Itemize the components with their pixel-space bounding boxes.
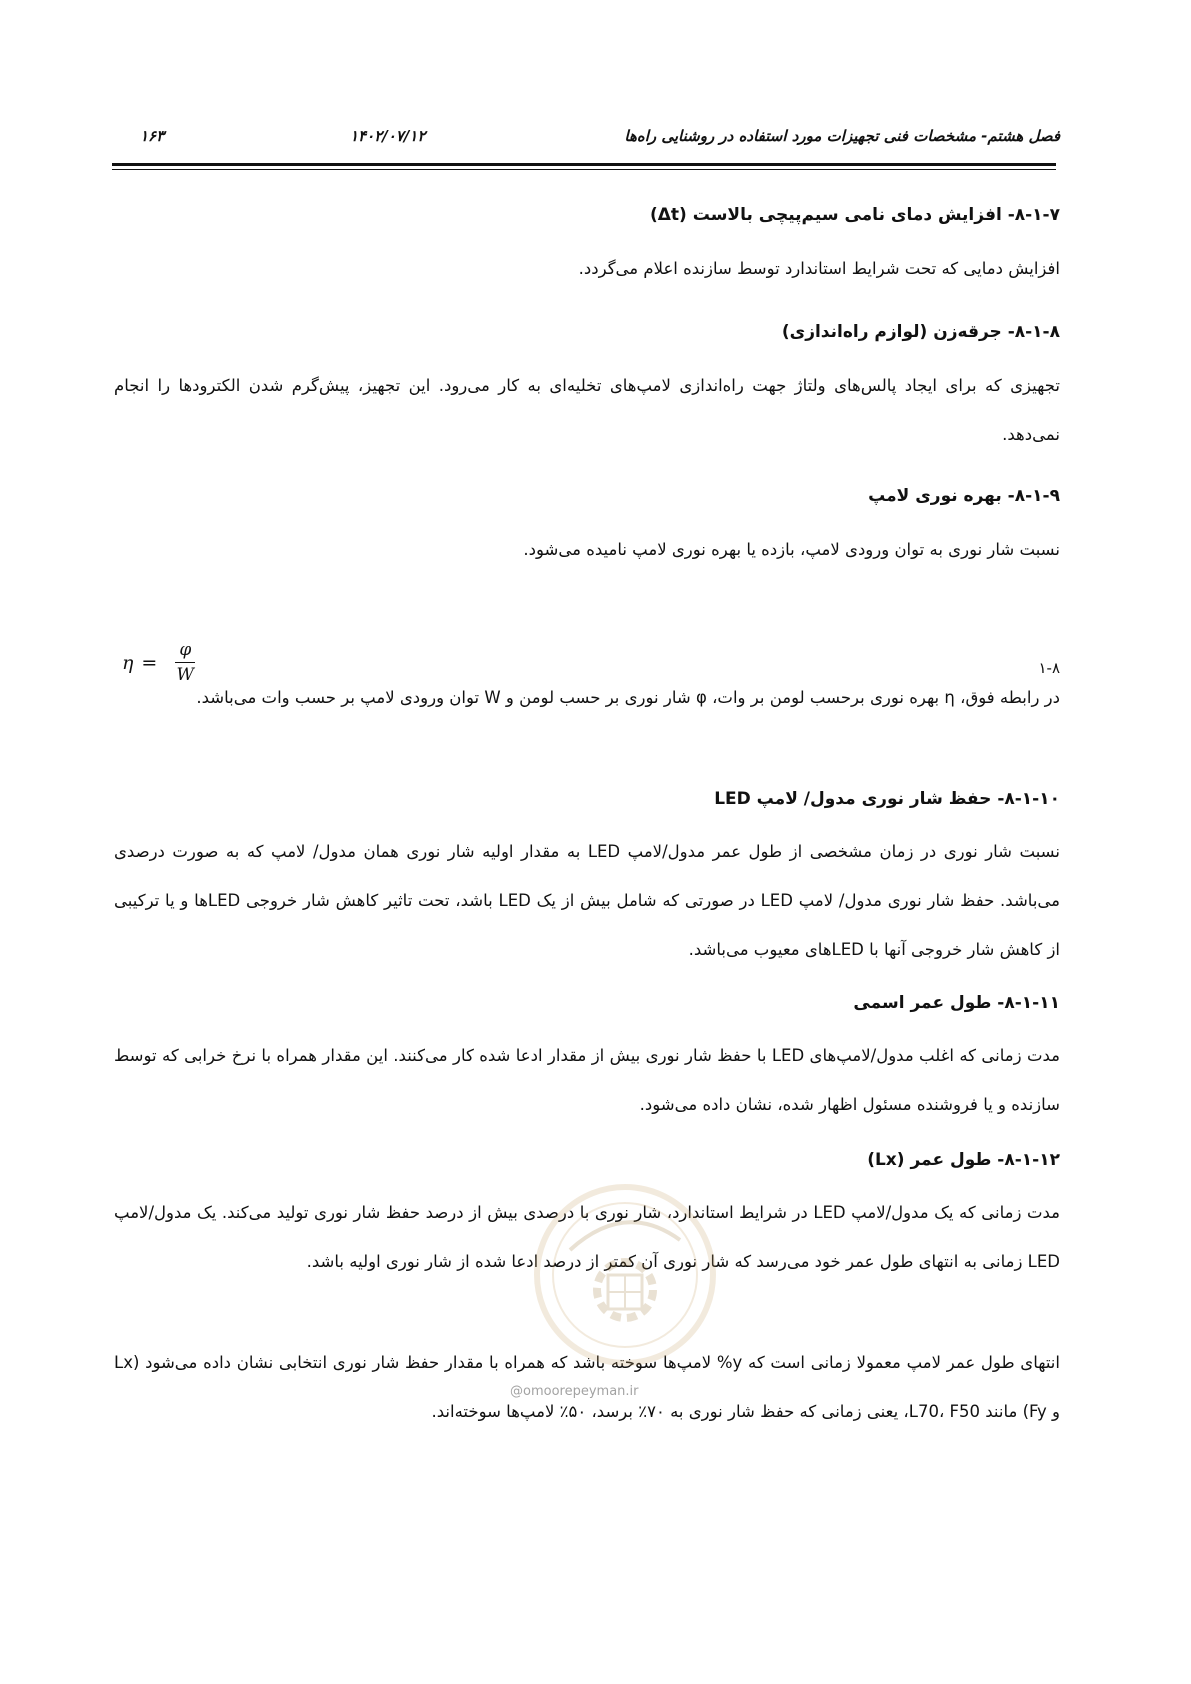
equation-denominator: W bbox=[176, 665, 194, 685]
section-heading: ۸-۱-۹- بهره نوری لامپ bbox=[868, 486, 1060, 506]
section-heading: ۸-۱-۱۲- طول عمر (Lx) bbox=[867, 1150, 1060, 1170]
equation-number: ۱-۸ bbox=[1038, 659, 1060, 677]
paragraph: نسبت شار نوری در زمان مشخصی از طول عمر مدول/لامپ LED به مقدار اولیه شار نوری همان مدول/ لامپ که به صورت درصدی می‌باشد. حفظ شار نوری مدول/ لامپ LED در صورتی که شامل بیش از یک LED باشد، تحت تاثیر کاهش شار خروجی LEDها و یا ترکیبی از کاهش شار خروجی آنها با LEDهای معیوب می‌باشد. bbox=[114, 842, 1060, 959]
section-heading: ۸-۱-۸- جرقه‌زن (لوازم راه‌اندازی) bbox=[781, 322, 1060, 342]
paragraph: مدت زمانی که اغلب مدول/لامپ‌های LED با حفظ شار نوری بیش از مقدار ادعا شده کار می‌کنند. این مقدار همراه با نرخ خرابی که توسط سازنده و یا فروشنده مسئول اظهار شده، نشان داده می‌شود. bbox=[114, 1046, 1060, 1114]
page-number: ۱۶۳ bbox=[140, 127, 165, 145]
watermark-logo bbox=[530, 1180, 720, 1370]
header-rule bbox=[112, 163, 1056, 166]
section-heading: ۸-۱-۱۰- حفظ شار نوری مدول/ لامپ LED bbox=[714, 789, 1060, 809]
header-rule-thin bbox=[112, 169, 1056, 170]
paragraph: تجهیزی که برای ایجاد پالس‌های ولتاژ جهت راه‌اندازی لامپ‌های تخلیه‌ای به کار می‌رود. این تجهیز، پیش‌گرم شدن الکترودها را انجام نمی‌دهد. bbox=[114, 376, 1060, 444]
running-header-chapter: فصل هشتم- مشخصات فنی تجهیزات مورد استفاده در روشنایی راه‌ها bbox=[624, 127, 1060, 145]
paragraph: افزایش دمایی که تحت شرایط استاندارد توسط سازنده اعلام می‌گردد. bbox=[578, 259, 1060, 278]
section-heading: ۸-۱-۱۱- طول عمر اسمی bbox=[853, 993, 1060, 1013]
running-header-date: ۱۴۰۲/۰۷/۱۲ bbox=[350, 127, 426, 145]
paragraph: مدت زمانی که یک مدول/لامپ LED در شرایط استاندارد، شار نوری با درصدی بیش از درصد حفظ شار نوری تولید می‌کند. یک مدول/لامپ LED زمانی به انتهای طول عمر خود می‌رسد که شار نوری آن کمتر از درصد ادعا شده از شار نوری اولیه باشد. bbox=[114, 1203, 1060, 1271]
equals-sign: = bbox=[141, 651, 158, 674]
section-heading: ۸-۱-۷- افزایش دمای نامی سیم‌پیچی بالاست (Δt) bbox=[649, 205, 1060, 225]
paragraph: نسبت شار نوری به توان ورودی لامپ، بازده یا بهره نوری لامپ نامیده می‌شود. bbox=[523, 540, 1060, 559]
equation-numerator: φ bbox=[175, 640, 195, 663]
equation-lhs: η bbox=[122, 651, 134, 674]
paragraph: انتهای طول عمر لامپ معمولا زمانی است که y% لامپ‌ها سوخته باشد که همراه با مقدار حفظ شار نوری انتخابی نشان داده می‌شود (Lx و Fy) مانند L70، F50، یعنی زمانی که حفظ شار نوری به ۷۰٪ برسد، ۵۰٪ لامپ‌ها سوخته‌اند. bbox=[114, 1353, 1060, 1421]
paragraph: در رابطه فوق، η بهره نوری برحسب لومن بر وات، φ شار نوری بر حسب لومن و W توان ورودی لامپ بر حسب وات می‌باشد. bbox=[196, 688, 1060, 707]
watermark-site: @omoorepeyman.ir bbox=[510, 1384, 639, 1399]
